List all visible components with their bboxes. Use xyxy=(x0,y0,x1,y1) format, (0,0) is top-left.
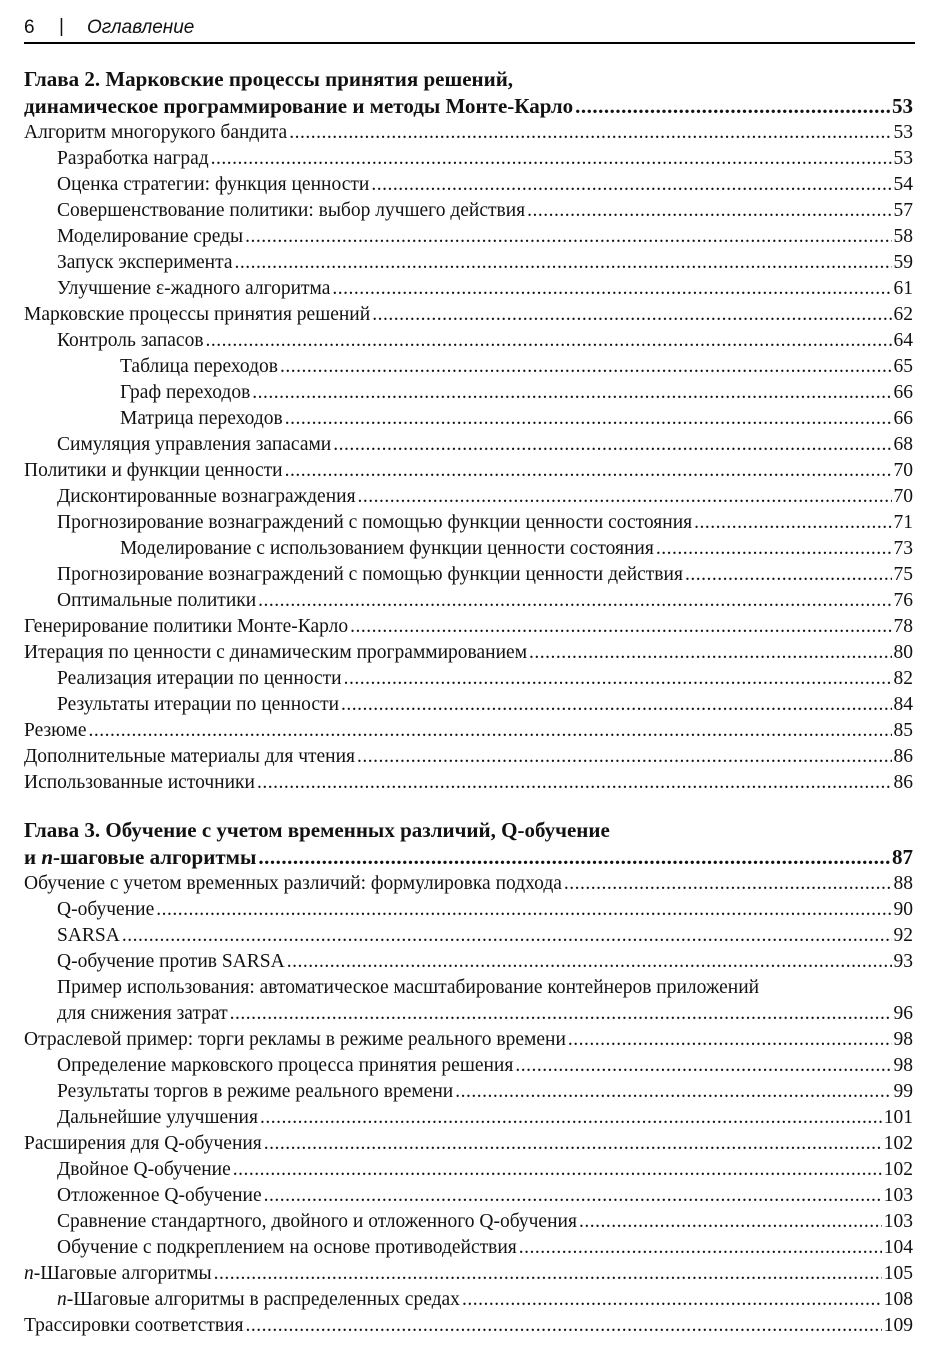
entry-text: Сравнение стандартного, двойного и отложенного Q-обучения xyxy=(57,1211,577,1232)
entry-text: Итерация по ценности с динамическим программированием xyxy=(24,642,528,663)
chapter-title[interactable] xyxy=(24,66,913,120)
leader-dots xyxy=(515,1053,891,1079)
title-italic-n: n xyxy=(41,845,54,869)
leader-dots xyxy=(156,897,891,923)
toc-entry[interactable] xyxy=(24,897,913,923)
entry-text: Матрица переходов xyxy=(120,408,283,429)
leader-dots xyxy=(289,120,891,146)
entry-text: Результаты итерации по ценности xyxy=(57,694,340,715)
leader-dots xyxy=(372,302,891,328)
page-number: 6 xyxy=(24,17,35,38)
leader-dots xyxy=(235,250,892,276)
toc-entry[interactable] xyxy=(24,1235,913,1261)
leader-dots xyxy=(285,406,892,432)
entry-text: Симуляция управления запасами xyxy=(57,434,332,455)
leader-dots xyxy=(214,1261,882,1287)
entry-text: Прогнозирование вознаграждений с помощью функции ценности действия xyxy=(57,564,683,585)
leader-dots xyxy=(211,146,892,172)
entry-text: Улучшение ε-жадного алгоритма xyxy=(57,278,331,299)
entry-text: Результаты торгов в режиме реального времени xyxy=(57,1081,454,1102)
toc-entry[interactable] xyxy=(24,172,913,198)
entry-page: 108 xyxy=(883,1289,913,1310)
toc-entry[interactable] xyxy=(24,1209,913,1235)
chapter-title-line2: динамическое программирование и методы Монте-Карло xyxy=(24,94,574,118)
toc-entry[interactable] xyxy=(24,923,913,949)
entry-text: Дальнейшие улучшения xyxy=(57,1107,258,1128)
entry-page: 101 xyxy=(883,1107,913,1128)
leader-dots xyxy=(89,718,892,744)
entry-page: 109 xyxy=(883,1315,913,1336)
entry-text: Дополнительные материалы для чтения xyxy=(24,746,356,767)
entry-page: 70 xyxy=(893,460,913,481)
entry-text-rest: -Шаговые алгоритмы xyxy=(33,1263,212,1284)
entry-page: 66 xyxy=(893,408,913,429)
chapter-page: 53 xyxy=(892,94,913,118)
leader-dots xyxy=(579,1209,882,1235)
entry-text: Прогнозирование вознаграждений с помощью функции ценности состояния xyxy=(57,512,693,533)
leader-dots xyxy=(122,923,892,949)
toc-entry[interactable] xyxy=(24,1105,913,1131)
entry-page: 98 xyxy=(893,1029,913,1050)
toc-entry[interactable] xyxy=(24,510,913,536)
entry-text: Резюме xyxy=(24,720,87,741)
entry-text: Использованные источники xyxy=(24,772,255,793)
entry-text: Q-обучение xyxy=(57,899,155,920)
toc-entry[interactable] xyxy=(24,1157,913,1183)
entry-page: 76 xyxy=(893,590,913,611)
leader-dots xyxy=(333,432,891,458)
entry-page: 93 xyxy=(893,951,913,972)
entry-page: 102 xyxy=(883,1159,913,1180)
header-separator: | xyxy=(59,16,64,37)
leader-dots xyxy=(358,484,892,510)
toc-entry[interactable] xyxy=(24,302,913,328)
header-title: Оглавление xyxy=(87,17,195,38)
leader-dots xyxy=(258,844,890,871)
title-prefix: и xyxy=(24,845,42,869)
toc-entry[interactable] xyxy=(24,640,913,666)
entry-page: 68 xyxy=(893,434,913,455)
entry-page: 59 xyxy=(893,252,913,273)
toc-entry[interactable] xyxy=(24,1131,913,1157)
entry-text: Оценка стратегии: функция ценности xyxy=(57,174,370,195)
entry-page: 70 xyxy=(893,486,913,507)
entry-page: 92 xyxy=(893,925,913,946)
leader-dots xyxy=(230,1001,892,1027)
toc-entry[interactable] xyxy=(24,1183,913,1209)
entry-text: Определение марковского процесса принятия решения xyxy=(57,1055,514,1076)
entry-text: Моделирование среды xyxy=(57,226,244,247)
chapter-page: 87 xyxy=(892,845,913,869)
toc-entry[interactable] xyxy=(24,432,913,458)
toc-entry[interactable] xyxy=(24,1079,913,1105)
entry-text-line1: Пример использования: автоматическое масштабирование контейнеров приложений xyxy=(57,977,760,998)
chapter-title-line2 xyxy=(24,844,256,871)
toc-entry[interactable] xyxy=(24,614,913,640)
toc-entry[interactable] xyxy=(24,770,913,796)
entry-page: 61 xyxy=(893,278,913,299)
toc-entry[interactable] xyxy=(24,692,913,718)
leader-dots xyxy=(344,666,892,692)
leader-dots xyxy=(287,949,892,975)
toc-entry[interactable] xyxy=(24,120,913,146)
entry-page: 96 xyxy=(893,1003,913,1024)
entry-page: 71 xyxy=(893,512,913,533)
entry-page: 78 xyxy=(893,616,913,637)
toc-entry[interactable] xyxy=(24,250,913,276)
entry-text: Отложенное Q-обучение xyxy=(57,1185,262,1206)
entry-page: 75 xyxy=(893,564,913,585)
toc-entry[interactable] xyxy=(24,1027,913,1053)
leader-dots xyxy=(455,1079,891,1105)
table-of-contents xyxy=(24,66,913,1347)
toc-entry[interactable] xyxy=(24,666,913,692)
leader-dots xyxy=(257,770,892,796)
leader-dots xyxy=(371,172,891,198)
entry-page: 84 xyxy=(893,694,913,715)
entry-text: Марковские процессы принятия решений xyxy=(24,304,371,325)
leader-dots xyxy=(260,1105,882,1131)
leader-dots xyxy=(285,458,892,484)
running-header xyxy=(24,12,915,44)
entry-text: Двойное Q-обучение xyxy=(57,1159,231,1180)
toc-entry[interactable] xyxy=(24,224,913,250)
leader-dots xyxy=(564,871,892,897)
toc-entry[interactable] xyxy=(24,1287,913,1313)
entry-text: Генерирование политики Монте-Карло xyxy=(24,616,349,637)
entry-text-line2: для снижения затрат xyxy=(57,1003,228,1024)
entry-text: Обучение с учетом временных различий: формулировка подхода xyxy=(24,873,562,894)
entry-page: 73 xyxy=(893,538,913,559)
leader-dots xyxy=(206,328,892,354)
italic-n: n xyxy=(57,1289,67,1310)
entry-page: 58 xyxy=(893,226,913,247)
leader-dots xyxy=(280,354,892,380)
leader-dots xyxy=(233,1157,882,1183)
entry-page: 104 xyxy=(883,1237,913,1258)
entry-text: Граф переходов xyxy=(120,382,251,403)
entry-page: 86 xyxy=(893,746,913,767)
toc-entry[interactable] xyxy=(24,949,913,975)
chapter-2 xyxy=(24,66,913,796)
toc-entry[interactable] xyxy=(24,718,913,744)
leader-dots xyxy=(694,510,891,536)
toc-entry[interactable] xyxy=(24,354,913,380)
entry-text: Таблица переходов xyxy=(120,356,278,377)
title-rest: -шаговые алгоритмы xyxy=(53,845,257,869)
entry-text: Дисконтированные вознаграждения xyxy=(57,486,356,507)
entry-text: Запуск эксперимента xyxy=(57,252,233,273)
leader-dots xyxy=(357,744,891,770)
entry-text xyxy=(57,1287,460,1313)
toc-entry[interactable] xyxy=(24,1053,913,1079)
toc-entry[interactable] xyxy=(24,380,913,406)
leader-dots xyxy=(568,1027,892,1053)
toc-entry[interactable] xyxy=(24,276,913,302)
toc-entry[interactable] xyxy=(24,562,913,588)
entry-page: 105 xyxy=(883,1263,913,1284)
entry-page: 99 xyxy=(893,1081,913,1102)
toc-entry[interactable] xyxy=(24,871,913,897)
leader-dots xyxy=(258,588,891,614)
entry-text: Реализация итерации по ценности xyxy=(57,668,342,689)
entry-page: 90 xyxy=(893,899,913,920)
entry-page: 102 xyxy=(883,1133,913,1154)
entry-page: 53 xyxy=(893,122,913,143)
entry-text: Совершенствование политики: выбор лучшего действия xyxy=(57,200,526,221)
entry-text: Политики и функции ценности xyxy=(24,460,283,481)
leader-dots xyxy=(575,93,890,120)
entry-page: 62 xyxy=(893,304,913,325)
entry-page: 57 xyxy=(893,200,913,221)
entry-text: SARSA xyxy=(57,925,120,946)
leader-dots xyxy=(685,562,892,588)
entry-page: 65 xyxy=(893,356,913,377)
entry-text xyxy=(24,1261,212,1287)
entry-text: Расширения для Q-обучения xyxy=(24,1133,262,1154)
toc-entry[interactable] xyxy=(24,588,913,614)
toc-entry[interactable] xyxy=(24,146,913,172)
leader-dots xyxy=(350,614,891,640)
entry-page: 54 xyxy=(893,174,913,195)
toc-entry[interactable] xyxy=(24,406,913,432)
leader-dots xyxy=(519,1235,882,1261)
leader-dots xyxy=(462,1287,882,1313)
leader-dots xyxy=(529,640,891,666)
entry-page: 86 xyxy=(893,772,913,793)
entry-text: Разработка наград xyxy=(57,148,209,169)
entry-text: Трассировки соответствия xyxy=(24,1315,244,1336)
entry-text: Q-обучение против SARSA xyxy=(57,951,285,972)
chapter-title-line1: Глава 3. Обучение с учетом временных различий, Q-обучение xyxy=(24,818,610,842)
toc-entry[interactable] xyxy=(24,1313,913,1339)
toc-entry[interactable] xyxy=(24,484,913,510)
chapter-title[interactable] xyxy=(24,817,913,871)
entry-page: 53 xyxy=(893,148,913,169)
toc-entry[interactable] xyxy=(24,1261,913,1287)
entry-page: 88 xyxy=(893,873,913,894)
entry-page: 103 xyxy=(883,1211,913,1232)
entry-page: 103 xyxy=(883,1185,913,1206)
entry-text: Оптимальные политики xyxy=(57,590,257,611)
chapter-title-line1: Глава 2. Марковские процессы принятия решений, xyxy=(24,67,514,91)
entry-text: Алгоритм многорукого бандита xyxy=(24,122,288,143)
entry-text: Контроль запасов xyxy=(57,330,204,351)
toc-entry[interactable] xyxy=(24,328,913,354)
entry-page: 85 xyxy=(893,720,913,741)
toc-entry[interactable] xyxy=(24,536,913,562)
leader-dots xyxy=(245,224,891,250)
toc-entry-multiline[interactable] xyxy=(24,975,913,1027)
toc-entry[interactable] xyxy=(24,198,913,224)
entry-text-rest: -Шаговые алгоритмы в распределенных средах xyxy=(66,1289,460,1310)
leader-dots xyxy=(341,692,891,718)
leader-dots xyxy=(656,536,892,562)
entry-text: Отраслевой пример: торги рекламы в режиме реального времени xyxy=(24,1029,566,1050)
leader-dots xyxy=(527,198,891,224)
entry-text: Обучение с подкреплением на основе противодействия xyxy=(57,1237,517,1258)
italic-n: n xyxy=(24,1263,34,1284)
chapter-3 xyxy=(24,817,913,1339)
entry-page: 98 xyxy=(893,1055,913,1076)
entry-page: 66 xyxy=(893,382,913,403)
entry-page: 82 xyxy=(893,668,913,689)
leader-dots xyxy=(264,1183,882,1209)
toc-entry[interactable] xyxy=(24,458,913,484)
entry-page: 80 xyxy=(893,642,913,663)
toc-entry[interactable] xyxy=(24,744,913,770)
leader-dots xyxy=(246,1313,882,1339)
entry-page: 64 xyxy=(893,330,913,351)
leader-dots xyxy=(332,276,891,302)
leader-dots xyxy=(252,380,891,406)
entry-text: Моделирование с использованием функции ценности состояния xyxy=(120,538,654,559)
leader-dots xyxy=(264,1131,882,1157)
